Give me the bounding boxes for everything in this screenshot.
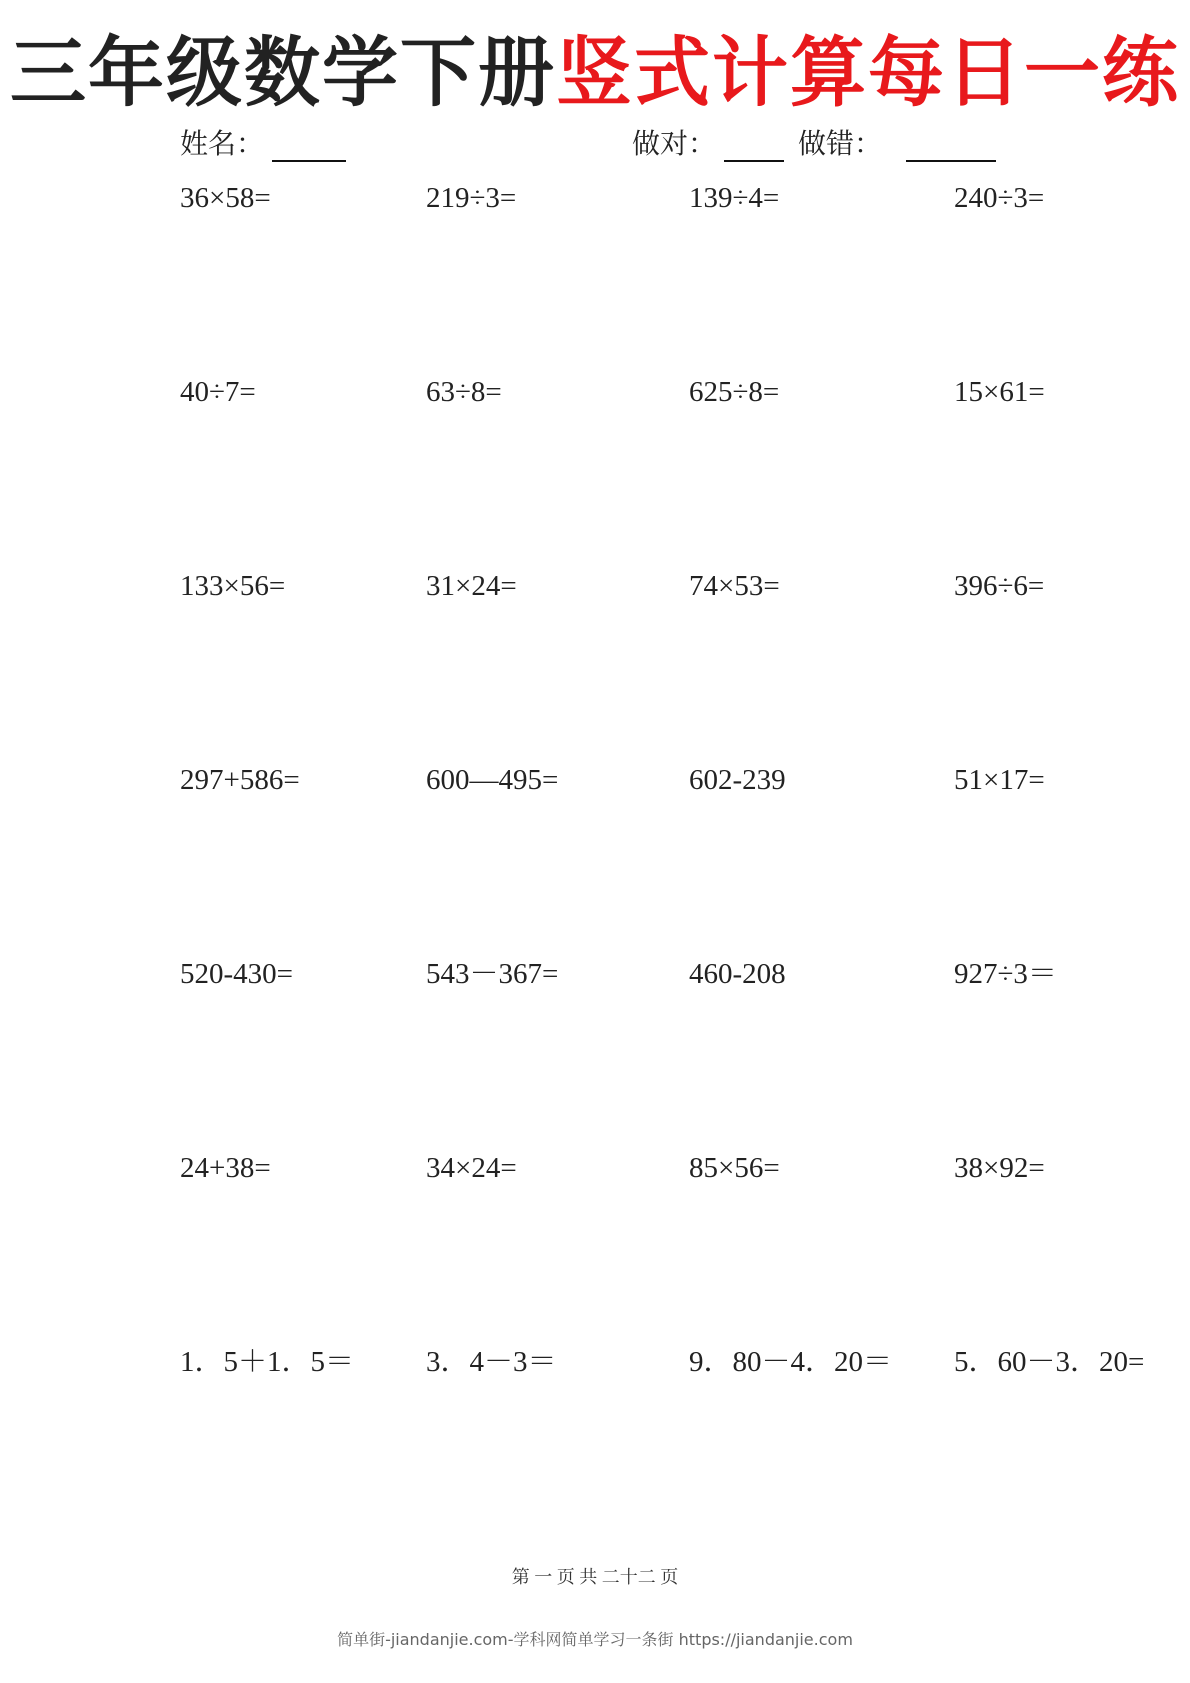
correct-blank[interactable] [724,130,784,162]
problem: 139÷4= [689,182,780,214]
problem: 15×61= [954,376,1045,408]
title-red: 竖式计算每日一练 [556,28,1180,117]
source-watermark: 简单街-jiandanjie.com-学科网简单学习一条街 https://jiandanjie.com [337,1630,853,1649]
problem: 1．5＋1．5＝ [180,1346,355,1378]
problem: 520-430= [180,958,294,990]
name-blank[interactable] [272,130,346,162]
problem: 297+586= [180,764,300,796]
problem: 625÷8= [689,376,780,408]
problem: 63÷8= [426,376,502,408]
problem: 543－367= [426,958,559,990]
page-number: 第 一 页 共 二十二 页 [511,1567,679,1587]
wrong-label: 做错： [798,129,883,160]
problem: 34×24= [426,1152,517,1184]
name-label: 姓名： [180,129,265,160]
problem: 85×56= [689,1152,780,1184]
problem: 219÷3= [426,182,517,214]
problem: 31×24= [426,570,517,602]
problem: 3．4－3＝ [426,1346,557,1378]
problem: 460-208 [689,958,786,990]
problem: 40÷7= [180,376,256,408]
correct-label: 做对： [632,129,717,160]
problem: 74×53= [689,570,780,602]
wrong-field [798,128,996,162]
problem: 927÷3＝ [954,958,1057,990]
name-field [180,128,346,162]
correct-field [632,128,784,162]
problem: 24+38= [180,1152,271,1184]
wrong-blank[interactable] [906,130,996,162]
problem: 133×56= [180,570,286,602]
problem: 38×92= [954,1152,1045,1184]
page-title [0,28,1190,118]
problem: 5．60－3．20= [954,1346,1145,1378]
problem: 602-239 [689,764,786,796]
title-black: 三年级数学下册 [10,28,556,117]
problem: 9．80－4．20＝ [689,1346,893,1378]
problem: 240÷3= [954,182,1045,214]
problem: 51×17= [954,764,1045,796]
problem: 396÷6= [954,570,1045,602]
problem: 36×58= [180,182,271,214]
problem: 600—495= [426,764,559,796]
